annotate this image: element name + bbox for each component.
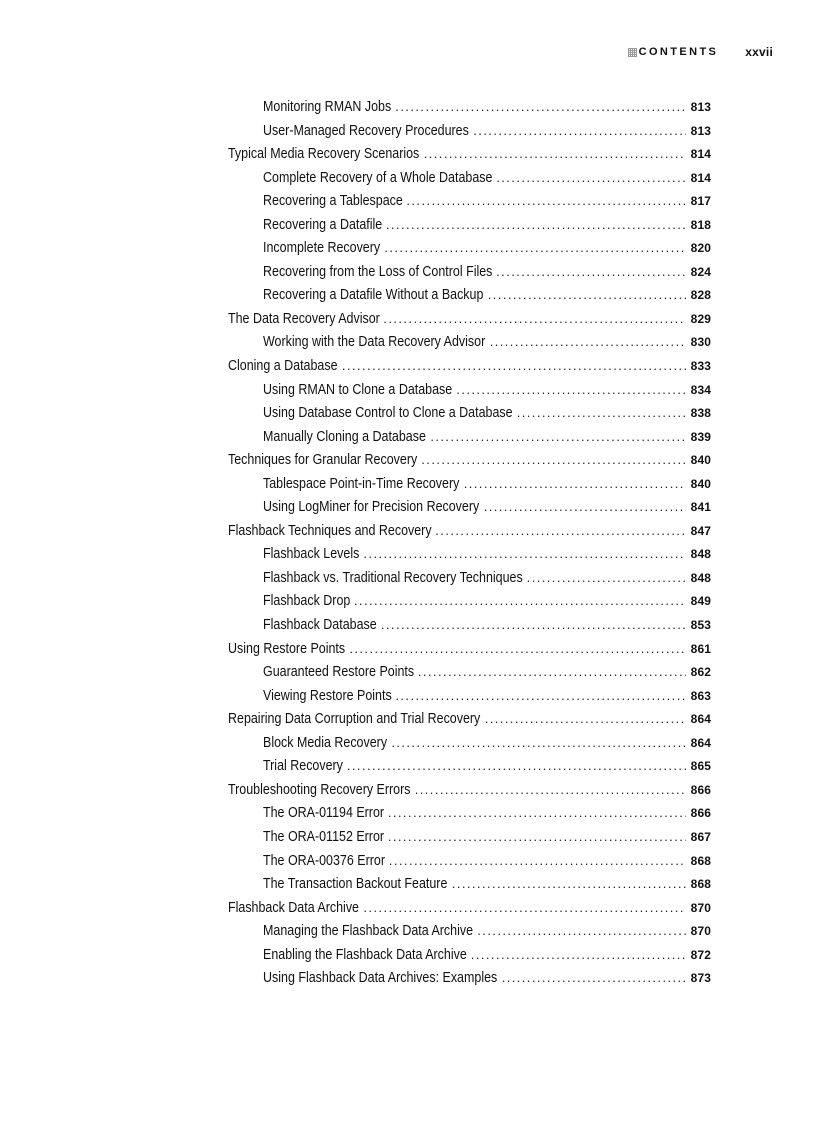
dot-leader: [389, 853, 686, 868]
dot-leader: [477, 923, 686, 938]
toc-entry-title: User-Managed Recovery Procedures: [263, 122, 469, 139]
toc-entry[interactable]: [228, 217, 711, 241]
toc-entry-title: Flashback Database: [263, 617, 377, 634]
toc-entry[interactable]: [228, 287, 711, 311]
toc-entry-page: 847: [690, 523, 711, 538]
dot-leader: [485, 711, 686, 726]
dot-leader: [418, 664, 686, 679]
toc-entry-title: Trial Recovery: [263, 758, 343, 775]
toc-entry[interactable]: [228, 429, 711, 453]
dot-leader: [471, 947, 686, 962]
dot-leader: [388, 805, 686, 820]
toc-entry[interactable]: [228, 876, 711, 900]
toc-entry-title: Using RMAN to Clone a Database: [263, 381, 453, 398]
toc-entry-page: 873: [690, 971, 711, 986]
toc-entry[interactable]: [228, 123, 711, 147]
section-title: CONTENTS: [638, 46, 719, 58]
toc-entry-page: 840: [690, 476, 711, 491]
dot-leader: [473, 123, 686, 138]
toc-entry[interactable]: [228, 240, 711, 264]
toc-entry-title: Techniques for Granular Recovery: [228, 452, 418, 469]
toc-entry-page: 865: [690, 759, 711, 774]
toc-entry-title: Recovering from the Loss of Control Files: [263, 263, 493, 280]
dot-leader: [452, 876, 686, 891]
toc-entry-title: Viewing Restore Points: [263, 687, 392, 704]
toc-entry-title: Flashback Data Archive: [228, 899, 360, 916]
toc-entry[interactable]: [228, 735, 711, 759]
dot-leader: [517, 405, 686, 420]
toc-entry[interactable]: [228, 617, 711, 641]
toc-entry-title: Complete Recovery of a Whole Database: [263, 169, 493, 186]
toc-entry[interactable]: [228, 593, 711, 617]
dot-leader: [488, 287, 686, 302]
toc-entry[interactable]: [228, 758, 711, 782]
dot-leader: [424, 146, 686, 161]
toc-entry[interactable]: [228, 641, 711, 665]
dot-leader: [381, 617, 686, 632]
toc-entry-page: 828: [690, 288, 711, 303]
toc-entry-title: Managing the Flashback Data Archive: [263, 923, 474, 940]
dot-leader: [490, 334, 686, 349]
toc-entry[interactable]: [228, 947, 711, 971]
dot-leader: [421, 452, 686, 467]
toc-entry-page: 864: [690, 712, 711, 727]
toc-entry-page: 817: [690, 194, 711, 209]
toc-entry-title: Troubleshooting Recovery Errors: [228, 781, 411, 798]
toc-entry-page: 818: [690, 217, 711, 232]
dot-leader: [388, 829, 686, 844]
toc-entry-title: Using Database Control to Clone a Database: [263, 405, 513, 422]
toc-entry-page: 814: [690, 147, 711, 162]
running-header: [628, 43, 773, 61]
dot-leader: [363, 546, 686, 561]
toc-entry[interactable]: [228, 452, 711, 476]
toc-entry-page: 870: [690, 924, 711, 939]
dot-leader: [502, 970, 686, 985]
table-of-contents: [228, 99, 711, 994]
dot-leader: [347, 758, 686, 773]
toc-entry-page: 848: [690, 570, 711, 585]
toc-entry-page: 862: [690, 665, 711, 680]
dot-leader: [496, 264, 686, 279]
toc-entry-title: The ORA-01152 Error: [263, 828, 385, 845]
toc-entry-title: Tablespace Point-in-Time Recovery: [263, 475, 460, 492]
toc-entry-page: 830: [690, 335, 711, 350]
toc-entry-title: Flashback Techniques and Recovery: [228, 522, 432, 539]
toc-entry-title: Working with the Data Recovery Advisor: [263, 334, 486, 351]
toc-entry-title: Cloning a Database: [228, 358, 338, 375]
toc-entry-page: 813: [690, 123, 711, 138]
toc-entry-title: Recovering a Tablespace: [263, 193, 403, 210]
toc-entry[interactable]: [228, 688, 711, 712]
toc-entry-page: 833: [690, 359, 711, 374]
toc-entry-title: Recovering a Datafile Without a Backup: [263, 287, 484, 304]
toc-entry[interactable]: [228, 170, 711, 194]
dot-leader: [496, 170, 686, 185]
toc-entry-title: Recovering a Datafile: [263, 216, 383, 233]
toc-entry-page: 861: [690, 641, 711, 656]
dot-leader: [435, 523, 686, 538]
toc-entry-title: Incomplete Recovery: [263, 240, 381, 257]
toc-entry-page: 829: [690, 311, 711, 326]
toc-entry[interactable]: [228, 782, 711, 806]
toc-entry[interactable]: [228, 664, 711, 688]
toc-entry-title: Block Media Recovery: [263, 734, 388, 751]
toc-entry-page: 872: [690, 947, 711, 962]
toc-entry-page: 853: [690, 618, 711, 633]
dot-leader: [384, 240, 686, 255]
toc-entry-title: The Data Recovery Advisor: [228, 310, 380, 327]
toc-entry[interactable]: [228, 900, 711, 924]
toc-entry[interactable]: [228, 570, 711, 594]
toc-entry-title: Manually Cloning a Database: [263, 428, 426, 445]
toc-entry-title: Guaranteed Restore Points: [263, 664, 415, 681]
toc-entry-title: Enabling the Flashback Data Archive: [263, 946, 467, 963]
section-label: [628, 46, 719, 58]
toc-entry[interactable]: [228, 334, 711, 358]
toc-entry-title: Monitoring RMAN Jobs: [263, 99, 392, 115]
toc-entry-page: 870: [690, 900, 711, 915]
toc-entry[interactable]: [228, 193, 711, 217]
toc-entry-page: 868: [690, 877, 711, 892]
toc-entry-title: Flashback Drop: [263, 593, 351, 610]
toc-entry-title: The ORA-00376 Error: [263, 852, 385, 869]
toc-entry-page: 866: [690, 782, 711, 797]
toc-entry-title: Using Flashback Data Archives: Examples: [263, 970, 498, 987]
toc-entry-page: 820: [690, 241, 711, 256]
toc-entry-page: 867: [690, 829, 711, 844]
toc-entry[interactable]: [228, 923, 711, 947]
dot-leader: [391, 735, 686, 750]
dot-leader: [464, 476, 686, 491]
toc-entry[interactable]: [228, 853, 711, 877]
toc-entry-title: Using Restore Points: [228, 640, 346, 657]
toc-entry[interactable]: [228, 311, 711, 335]
dot-leader: [456, 382, 686, 397]
toc-entry-page: 840: [690, 453, 711, 468]
dot-leader: [395, 99, 686, 114]
toc-entry-page: 868: [690, 853, 711, 868]
toc-entry-page: 814: [690, 170, 711, 185]
dot-leader: [354, 593, 686, 608]
toc-entry[interactable]: [228, 970, 711, 994]
toc-entry[interactable]: [228, 805, 711, 829]
page-number: xxvii: [745, 45, 773, 59]
toc-entry[interactable]: [228, 546, 711, 570]
grid-pattern-icon: [628, 48, 637, 57]
dot-leader: [415, 782, 686, 797]
toc-entry[interactable]: [228, 358, 711, 382]
toc-entry[interactable]: [228, 523, 711, 547]
toc-entry[interactable]: [228, 711, 711, 735]
toc-entry-title: Typical Media Recovery Scenarios: [228, 146, 420, 163]
toc-entry[interactable]: [228, 499, 711, 523]
toc-entry[interactable]: [228, 99, 711, 123]
dot-leader: [527, 570, 686, 585]
toc-entry-page: 841: [690, 500, 711, 515]
dot-leader: [349, 641, 686, 656]
toc-entry-title: Flashback Levels: [263, 546, 360, 563]
toc-entry[interactable]: [228, 405, 711, 429]
toc-entry-page: 834: [690, 382, 711, 397]
dot-leader: [395, 688, 686, 703]
dot-leader: [430, 429, 686, 444]
toc-entry-page: 813: [690, 100, 711, 114]
toc-entry-page: 849: [690, 594, 711, 609]
toc-entry[interactable]: [228, 146, 711, 170]
toc-entry[interactable]: [228, 382, 711, 406]
toc-entry-page: 864: [690, 735, 711, 750]
toc-entry-page: 839: [690, 429, 711, 444]
toc-entry-title: Repairing Data Corruption and Trial Recovery: [228, 711, 481, 728]
toc-entry-page: 848: [690, 547, 711, 562]
toc-entry-page: 863: [690, 688, 711, 703]
toc-entry-title: Flashback vs. Traditional Recovery Techniques: [263, 569, 523, 586]
toc-entry[interactable]: [228, 476, 711, 500]
toc-entry-title: The Transaction Backout Feature: [263, 876, 448, 893]
dot-leader: [386, 217, 686, 232]
toc-entry-title: Using LogMiner for Precision Recovery: [263, 499, 480, 516]
dot-leader: [484, 499, 686, 514]
dot-leader: [342, 358, 686, 373]
dot-leader: [406, 193, 686, 208]
toc-entry-page: 866: [690, 806, 711, 821]
toc-entry-title: The ORA-01194 Error: [263, 805, 385, 822]
dot-leader: [383, 311, 686, 326]
dot-leader: [363, 900, 686, 915]
toc-entry[interactable]: [228, 829, 711, 853]
toc-entry-page: 838: [690, 406, 711, 421]
toc-entry-page: 824: [690, 264, 711, 279]
toc-entry[interactable]: [228, 264, 711, 288]
